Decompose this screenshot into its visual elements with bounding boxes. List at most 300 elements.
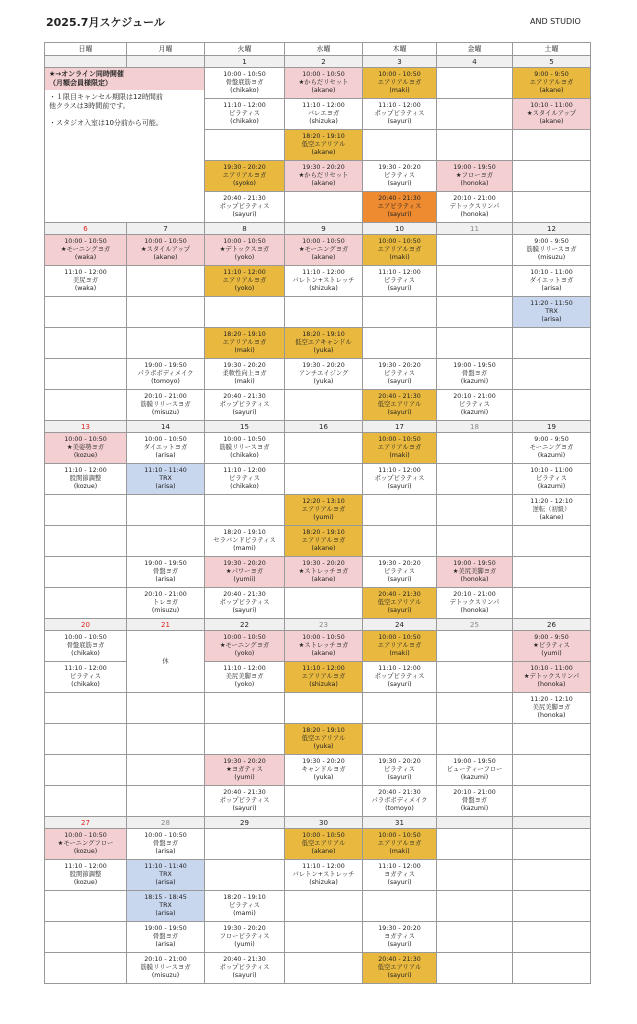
slot-row	[45, 235, 591, 266]
empty-slot	[45, 557, 127, 588]
empty-slot	[437, 860, 513, 891]
instructor-name: (honoka)	[537, 681, 566, 688]
instructor-name: (sayuri)	[387, 774, 412, 781]
class-slot[interactable]	[513, 693, 591, 724]
empty-slot	[285, 588, 363, 619]
class-time: 11:10 - 12:00	[378, 665, 421, 672]
empty-slot	[363, 526, 437, 557]
slot-row	[45, 953, 591, 984]
class-slot[interactable]	[205, 557, 285, 588]
class-name: ポップピラティス	[374, 475, 425, 482]
date-cell	[513, 817, 591, 829]
class-name: 骨盤ヨガ	[461, 797, 488, 804]
empty-slot	[437, 922, 513, 953]
date-cell: 5	[513, 56, 591, 68]
slot-row	[45, 860, 591, 891]
class-time: 10:00 - 10:50	[378, 238, 421, 245]
class-time: 10:00 - 10:50	[223, 436, 266, 443]
class-slot[interactable]	[205, 891, 285, 922]
class-slot[interactable]	[205, 662, 285, 693]
instructor-name: (sayuri)	[232, 409, 257, 416]
class-time: 19:30 - 20:20	[378, 758, 421, 765]
class-slot[interactable]	[363, 192, 437, 223]
class-slot[interactable]	[127, 922, 205, 953]
class-time: 19:30 - 20:20	[223, 925, 266, 932]
date-cell: 28	[127, 817, 205, 829]
instructor-name: (yoko)	[234, 254, 255, 261]
class-slot[interactable]	[285, 68, 363, 99]
slot-row	[45, 588, 591, 619]
class-time: 10:00 - 10:50	[302, 634, 345, 641]
class-name: ピラティス	[536, 475, 567, 482]
class-slot[interactable]	[127, 588, 205, 619]
class-slot[interactable]	[205, 588, 285, 619]
weekday-header: 水曜	[285, 43, 363, 56]
class-slot[interactable]	[205, 390, 285, 421]
class-name: エアリアルヨガ	[222, 339, 267, 346]
slot-row	[45, 328, 591, 359]
instructor-name: (maki)	[389, 452, 410, 459]
empty-slot	[513, 891, 591, 922]
class-name: ★からだリセット	[298, 79, 349, 86]
class-name: ポップピラティス	[374, 110, 425, 117]
instructor-name: (shizuka)	[309, 285, 338, 292]
class-slot[interactable]	[45, 829, 127, 860]
instructor-name: (akane)	[311, 87, 336, 94]
instructor-name: (akane)	[539, 514, 564, 521]
instructor-name: (maki)	[389, 87, 410, 94]
class-slot[interactable]	[285, 860, 363, 891]
class-slot[interactable]	[285, 328, 363, 359]
class-slot[interactable]	[127, 557, 205, 588]
class-slot[interactable]	[205, 328, 285, 359]
empty-slot	[437, 266, 513, 297]
class-slot[interactable]	[437, 786, 513, 817]
empty-slot	[513, 192, 591, 223]
class-time: 11:10 - 12:00	[302, 102, 345, 109]
class-name: ピラティス	[384, 172, 415, 179]
instructor-name: (yoko)	[234, 681, 255, 688]
class-slot[interactable]	[363, 786, 437, 817]
instructor-name: (sayuri)	[387, 972, 412, 979]
cancel-policy-line: ・１限目キャンセル期限は12時間前	[49, 93, 163, 101]
class-name: フローピラティス	[219, 933, 270, 940]
class-slot[interactable]	[45, 235, 127, 266]
instructor-name: (kazumi)	[460, 378, 489, 385]
date-cell	[45, 56, 127, 68]
class-name: 低空エアキャンドル	[295, 339, 352, 346]
class-time: 11:10 - 12:00	[64, 863, 107, 870]
date-row	[45, 56, 591, 68]
class-slot[interactable]	[363, 68, 437, 99]
class-time: 11:10 - 12:00	[378, 467, 421, 474]
class-time: 10:10 - 11:00	[530, 467, 573, 474]
class-slot[interactable]	[45, 631, 127, 662]
class-slot[interactable]	[127, 359, 205, 390]
class-slot[interactable]	[205, 526, 285, 557]
weekday-header-row	[45, 43, 591, 56]
class-slot[interactable]	[285, 161, 363, 192]
empty-slot	[513, 328, 591, 359]
empty-slot	[437, 464, 513, 495]
class-slot[interactable]	[363, 390, 437, 421]
date-cell: 16	[285, 421, 363, 433]
class-slot[interactable]	[513, 662, 591, 693]
class-time: 20:10 - 21:00	[453, 393, 496, 400]
class-slot[interactable]	[513, 266, 591, 297]
date-cell: 12	[513, 223, 591, 235]
empty-slot	[363, 328, 437, 359]
class-name: セラバンドピラティス	[213, 537, 276, 544]
instructor-name: (sayuri)	[387, 180, 412, 187]
empty-slot	[45, 495, 127, 526]
class-time: 10:00 - 10:50	[64, 238, 107, 245]
instructor-name: (mami)	[233, 545, 256, 552]
instructor-name: (shizuka)	[309, 879, 338, 886]
class-time: 10:00 - 10:50	[378, 634, 421, 641]
empty-slot	[513, 860, 591, 891]
slot-row	[45, 829, 591, 860]
class-name: ★ストレッチヨガ	[298, 568, 349, 575]
date-cell	[437, 817, 513, 829]
class-slot[interactable]	[363, 953, 437, 984]
empty-slot	[437, 235, 513, 266]
date-cell: 8	[205, 223, 285, 235]
class-name: トレヨガ	[152, 599, 179, 606]
class-name: ピラティス	[70, 673, 101, 680]
class-name: ポップピラティス	[374, 673, 425, 680]
class-name: ★フローヨガ	[455, 172, 494, 179]
empty-slot	[45, 297, 127, 328]
notice-heading-line: ★→オンライン同時開催	[49, 70, 124, 78]
class-slot[interactable]	[285, 755, 363, 786]
class-slot[interactable]	[513, 235, 591, 266]
date-cell: 30	[285, 817, 363, 829]
empty-slot	[285, 891, 363, 922]
class-time: 19:30 - 20:20	[223, 758, 266, 765]
class-name: 骨盤ヨガ	[152, 840, 179, 847]
instructor-name: (arisa)	[155, 879, 176, 886]
empty-slot	[513, 390, 591, 421]
empty-slot	[285, 433, 363, 464]
instructor-name: (waka)	[74, 285, 97, 292]
schedule-table	[44, 42, 591, 984]
class-slot[interactable]	[285, 266, 363, 297]
class-slot[interactable]	[127, 953, 205, 984]
class-slot[interactable]	[437, 359, 513, 390]
class-slot[interactable]	[205, 161, 285, 192]
class-time: 10:00 - 10:50	[144, 436, 187, 443]
weekday-header: 土曜	[513, 43, 591, 56]
class-name: アンチエイジング	[298, 370, 349, 377]
class-name: 筋膜リリースヨガ	[219, 444, 270, 451]
class-name: エアリアルヨガ	[377, 444, 422, 451]
empty-slot	[363, 724, 437, 755]
class-slot[interactable]	[127, 235, 205, 266]
class-time: 19:00 - 19:50	[453, 560, 496, 567]
class-time: 9:00 - 9:50	[534, 436, 569, 443]
class-slot[interactable]	[285, 662, 363, 693]
instructor-name: (yumi)	[313, 514, 334, 521]
instructor-name: (akane)	[311, 545, 336, 552]
class-name: 骨盤ヨガ	[152, 933, 179, 940]
empty-slot	[363, 130, 437, 161]
instructor-name: (yumi)	[234, 774, 255, 781]
class-time: 9:00 - 9:50	[534, 238, 569, 245]
date-cell: 14	[127, 421, 205, 433]
class-slot[interactable]	[513, 99, 591, 130]
instructor-name: (kazumi)	[537, 452, 566, 459]
class-slot[interactable]	[285, 99, 363, 130]
class-slot[interactable]	[285, 235, 363, 266]
instructor-name: (arisa)	[155, 576, 176, 583]
class-slot[interactable]	[205, 631, 285, 662]
instructor-name: (sayuri)	[387, 378, 412, 385]
date-cell: 1	[205, 56, 285, 68]
class-slot[interactable]	[127, 464, 205, 495]
empty-slot	[127, 786, 205, 817]
class-slot[interactable]	[205, 235, 285, 266]
empty-slot	[437, 328, 513, 359]
class-slot[interactable]	[363, 433, 437, 464]
class-slot[interactable]	[285, 829, 363, 860]
class-slot[interactable]	[513, 68, 591, 99]
class-time: 10:10 - 11:00	[530, 102, 573, 109]
empty-slot	[205, 495, 285, 526]
class-slot[interactable]	[513, 631, 591, 662]
class-slot[interactable]	[127, 829, 205, 860]
instructor-name: (honoka)	[460, 180, 489, 187]
class-time: 20:40 - 21:30	[378, 956, 421, 963]
class-slot[interactable]	[205, 922, 285, 953]
date-cell: 26	[513, 619, 591, 631]
class-slot[interactable]	[363, 99, 437, 130]
class-name: ★モーニングヨガ	[219, 642, 270, 649]
instructor-name: (chikako)	[71, 650, 100, 657]
class-slot[interactable]	[127, 891, 205, 922]
class-slot[interactable]	[513, 495, 591, 526]
class-time: 11:10 - 12:00	[302, 863, 345, 870]
weekday-header: 金曜	[437, 43, 513, 56]
date-cell: 7	[127, 223, 205, 235]
class-slot[interactable]	[513, 464, 591, 495]
instructor-name: (maki)	[389, 254, 410, 261]
class-slot[interactable]	[285, 724, 363, 755]
class-slot[interactable]	[363, 464, 437, 495]
class-name: ★からだリセット	[298, 172, 349, 179]
class-time: 19:00 - 19:50	[453, 362, 496, 369]
class-name: 低空エアリアル	[377, 401, 422, 408]
instructor-name: (yuka)	[313, 347, 334, 354]
entry-policy-line: ・スタジオ入室は10分前から可能。	[49, 119, 163, 127]
class-slot[interactable]	[205, 359, 285, 390]
date-cell: 10	[363, 223, 437, 235]
empty-slot	[127, 724, 205, 755]
instructor-name: (akane)	[311, 848, 336, 855]
class-name: エアリアルヨガ	[377, 246, 422, 253]
class-time: 20:10 - 21:00	[144, 393, 187, 400]
class-slot[interactable]	[45, 662, 127, 693]
class-name: モーニングヨガ	[529, 444, 574, 451]
date-cell: 6	[45, 223, 127, 235]
class-slot[interactable]	[205, 266, 285, 297]
class-name: TRX	[159, 475, 172, 482]
class-time: 11:10 - 11:40	[144, 467, 187, 474]
instructor-name: (tomoyo)	[385, 805, 414, 812]
slot-row	[45, 662, 591, 693]
class-slot[interactable]	[205, 68, 285, 99]
instructor-name: (yoko)	[234, 285, 255, 292]
class-time: 19:30 - 20:20	[378, 925, 421, 932]
class-slot[interactable]	[363, 662, 437, 693]
class-slot[interactable]	[285, 130, 363, 161]
class-time: 11:10 - 12:00	[378, 269, 421, 276]
class-time: 10:00 - 10:50	[378, 832, 421, 839]
slot-row	[45, 922, 591, 953]
instructor-name: (kazumi)	[460, 774, 489, 781]
class-slot[interactable]	[363, 266, 437, 297]
class-name: エアリアルヨガ	[377, 840, 422, 847]
slot-row	[45, 433, 591, 464]
class-name: ★ヨガティス	[226, 766, 263, 773]
class-slot[interactable]	[363, 755, 437, 786]
class-slot[interactable]	[363, 860, 437, 891]
class-slot[interactable]	[205, 786, 285, 817]
class-slot[interactable]	[437, 755, 513, 786]
class-slot[interactable]	[285, 526, 363, 557]
class-slot[interactable]	[285, 495, 363, 526]
class-name: 低空エアリアル	[301, 141, 346, 148]
slot-row	[45, 526, 591, 557]
class-time: 20:40 - 21:30	[223, 789, 266, 796]
class-slot[interactable]	[205, 755, 285, 786]
class-time: 20:40 - 21:30	[223, 393, 266, 400]
slot-row	[45, 359, 591, 390]
instructor-name: (sayuri)	[387, 879, 412, 886]
class-time: 20:40 - 21:30	[223, 591, 266, 598]
class-slot[interactable]	[205, 99, 285, 130]
instructor-name: (maki)	[389, 848, 410, 855]
class-slot[interactable]	[127, 860, 205, 891]
empty-slot	[437, 433, 513, 464]
empty-slot	[513, 786, 591, 817]
empty-slot	[363, 891, 437, 922]
instructor-name: (akane)	[311, 149, 336, 156]
instructor-name: (kazumi)	[537, 483, 566, 490]
slot-row	[45, 755, 591, 786]
class-slot[interactable]	[285, 631, 363, 662]
class-slot[interactable]	[363, 922, 437, 953]
class-time: 11:10 - 12:00	[64, 665, 107, 672]
instructor-name: (sayuri)	[387, 607, 412, 614]
class-name: エアリアルヨガ	[377, 642, 422, 649]
instructor-name: (arisa)	[155, 452, 176, 459]
class-slot[interactable]	[205, 192, 285, 223]
instructor-name: (arisa)	[155, 941, 176, 948]
instructor-name: (yumi)	[234, 941, 255, 948]
class-slot[interactable]	[45, 860, 127, 891]
class-slot[interactable]	[437, 588, 513, 619]
class-slot[interactable]	[363, 557, 437, 588]
slot-row	[45, 557, 591, 588]
class-slot[interactable]	[285, 359, 363, 390]
empty-slot	[437, 662, 513, 693]
instructor-name: (chikako)	[230, 452, 259, 459]
class-slot[interactable]	[363, 161, 437, 192]
class-slot[interactable]	[363, 829, 437, 860]
class-name: ピラティス	[384, 277, 415, 284]
class-slot[interactable]	[363, 359, 437, 390]
class-time: 9:00 - 9:50	[534, 71, 569, 78]
class-name: エアリアルヨガ	[301, 506, 346, 513]
class-slot[interactable]	[437, 161, 513, 192]
empty-slot	[285, 464, 363, 495]
class-slot[interactable]	[513, 297, 591, 328]
date-cell: 17	[363, 421, 437, 433]
empty-slot	[127, 755, 205, 786]
class-slot[interactable]	[363, 235, 437, 266]
class-slot[interactable]	[127, 390, 205, 421]
class-slot[interactable]	[205, 433, 285, 464]
instructor-name: (honoka)	[460, 607, 489, 614]
instructor-name: (shizuka)	[309, 118, 338, 125]
class-slot[interactable]	[205, 464, 285, 495]
empty-slot	[285, 192, 363, 223]
class-name: エアピラティス	[377, 203, 422, 210]
class-name: 柔軟性向上ヨガ	[222, 370, 267, 377]
class-slot[interactable]	[45, 433, 127, 464]
class-slot[interactable]	[45, 266, 127, 297]
instructor-name: (arisa)	[541, 316, 562, 323]
class-slot[interactable]	[437, 557, 513, 588]
instructor-name: (maki)	[234, 347, 255, 354]
class-name: ピラティス	[384, 766, 415, 773]
class-name: ★スタイルアップ	[140, 246, 191, 253]
class-slot[interactable]	[513, 433, 591, 464]
class-name: 逆転（初級）	[532, 506, 571, 513]
class-name: エアリアルヨガ	[301, 537, 346, 544]
class-time: 20:10 - 21:00	[144, 591, 187, 598]
class-slot[interactable]	[45, 464, 127, 495]
class-name: ピラティス	[459, 401, 490, 408]
class-time: 19:30 - 20:20	[378, 362, 421, 369]
class-name: ★美尻美脚ヨガ	[452, 568, 497, 575]
class-name: 骨盤底筋ヨガ	[66, 642, 105, 649]
class-time: 10:00 - 10:50	[64, 832, 107, 839]
class-slot[interactable]	[363, 588, 437, 619]
empty-slot	[285, 953, 363, 984]
class-time: 11:20 - 12:10	[530, 696, 573, 703]
class-time: 10:10 - 11:00	[530, 269, 573, 276]
class-slot[interactable]	[127, 433, 205, 464]
date-cell: 15	[205, 421, 285, 433]
class-slot[interactable]	[285, 557, 363, 588]
instructor-name: (sayuri)	[232, 972, 257, 979]
class-slot[interactable]	[205, 953, 285, 984]
class-slot[interactable]	[437, 192, 513, 223]
instructor-name: (akane)	[311, 254, 336, 261]
slot-row	[45, 464, 591, 495]
class-name: ★モーニングヨガ	[298, 246, 349, 253]
class-slot[interactable]	[363, 631, 437, 662]
empty-slot	[285, 297, 363, 328]
empty-slot	[437, 526, 513, 557]
class-time: 11:10 - 11:40	[144, 863, 187, 870]
class-name: キャンドルヨガ	[301, 766, 346, 773]
empty-slot	[437, 631, 513, 662]
class-name: ポップピラティス	[219, 203, 270, 210]
class-slot[interactable]	[437, 390, 513, 421]
